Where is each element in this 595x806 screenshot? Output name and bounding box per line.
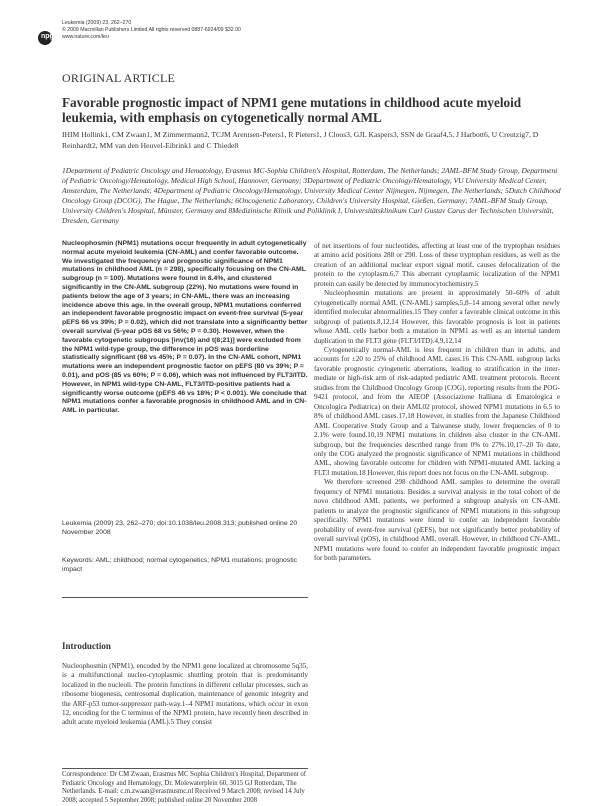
abstract-divider [62,597,308,598]
body-paragraph: Nucleophosmin mutations are present in approximately 50–60% of adult cytogenetically normal AML (CN-AML) samples,5,8–14 among several other newly identified molecular abnormalities.15 They confer a favorable clinical outcome in this subgroup of patients.8,12,14 However, this favorable prognosis is lost in patients whose AML cells harbor both a mutation in NPM1 as well as an internal tandem duplication in the FLT3 gene (FLT3/ITD).4,9,12,14 [314,289,560,345]
correspondence-footnote: Correspondence: Dr CM Zwaan, Erasmus MC Sophia Children's Hospital, Department of Pediatric Oncology and Hematology, Dr. Molewaterplein 60, 3015 GJ Rotterdam, The Netherlands. E-mail: c.m.zwaan@erasmusmc.nl Received 9 March 2008; revised 14 July 2008; accepted 5 September 2008; published online 20 November 2008 [62,771,306,805]
body-paragraph: of net insertions of four nucleotides, affecting at least one of the tryptophan residues at amino acid positions 288 or 290. Loss of these tryptophan residues, as well as the creation of an additional nuclear export signal motif, causes delocalization of the protein to the cytoplasm.6,7 This aberrant cytoplasmic localization of the NPM1 protein can easily be detected by immunocytochemistry.5 [314,242,560,288]
right-column-body [314,242,560,563]
keywords: Keywords: AML; childhood; normal cytogenetics; NPM1 mutations; prognostic impact [62,557,298,573]
publisher-logo: npg [38,31,52,45]
abstract: Nucleophosmin (NPM1) mutations occur frequently in adult cytogenetically normal acute myeloid leukemia (CN-AML) and confer favorable outcome. We investigated the frequency and prognostic significance of NPM1 mutations in childhood AML (n = 298), specifically focusing on the CN-AML subgroup (n = 100). Mutations were found in 8.4%, and clustered significantly in the CN-AML subgroup (22%). No mutations were found in patients below the age of 3 years; in CN-AML, there was an increasing incidence above this age. In the overall group, NPM1 mutations conferred an independent favorable prognostic impact on event-free survival (5-year pEFS 66 vs 39%; P = 0.02), which did not translate into a significantly better overall survival (5-year pOS 68 vs 56%; P = 0.30). However, when the favorable cytogenetic subgroups [inv(16) and t(8;21)] were excluded from the NPM1 wild-type group, the difference in pOS was borderline statistically significant (68 vs 45%; P = 0.07). In the CN-AML cohort, NPM1 mutations were an independent prognostic factor on pEFS (80 vs 39%; P = 0.01), and pOS (85 vs 60%; P = 0.06), which was not influenced by FLT3/ITD. However, in NPM1 wild-type CN-AML, FLT3/ITD-positive patients had a significantly worse outcome (pEFS 46 vs 18%; P < 0.001). We conclude that NPM1 mutations confer a favorable prognosis in childhood AML and in CN-AML in particular. [62,240,308,415]
copyright-line: © 2009 Macmillan Publishers Limited All rights reserved 0887-6924/09 $32.00 [62,27,241,33]
journal-header [62,20,542,41]
intro-paragraph: Nucleophosmin (NPM1), encoded by the NPM1 gene localized at chromosome 5q35, is a multifunctional nucleo-cytoplasmic shuttling protein that is predominantly localized in the nucleoli. The protein functions in different cellular processes, such as ribosome biogenesis, centrosomal duplication, maintenance of genomic integrity and the ARF-p53 tumor-suppressor path-way.1–4 NPM1 mutations, which occur in exon 12, encoding for the C terminus of the NPM1 protein, have recently been described in adult acute myeloid leukemia (AML).5 They consist [62,662,308,727]
author-list: IHIM Hollink1, CM Zwaan1, M Zimmermann2, TCJM Arentsen-Peters1, R Pieters1, J Cloos3, GJL Kaspers3, SSN de Graaf4,5, J Harbott6, U Creutzig7, D Reinhardt2, MM van den Heuvel-Eibrink1 and C Thiede8 [62,130,539,150]
abstract-citation: Leukemia (2009) 23, 262–270; doi:10.1038/leu.2008.313; published online 20 November 2008 [62,520,298,536]
journal-url[interactable]: www.nature.com/leu [62,34,109,40]
body-paragraph: We therefore screened 298 childhood AML samples to determine the overall frequency of NPM1 mutations. Besides a survival analysis in the total cohort of de novo childhood AML patients, we performed a subgroup analysis on CN-AML patients to analyze the prognostic significance of NPM1 mutations in this subgroup specifically. NPM1 mutations were found to confer an independent favorable probability of event-free survival (pEFS), but not significantly better probability of overall survival (pOS), in childhood AML overall. However, in childhood CN-AML, NPM1 mutations were found to confer an independent favorable prognostic impact for both parameters. [314,478,560,562]
intro-heading: Introduction [62,641,111,651]
journal-citation: Leukemia (2009) 23, 262–270 [62,20,132,26]
article-title: Favorable prognostic impact of NPM1 gene mutations in childhood acute myeloid leukemia, with emphasis on cytogenetically normal AML [62,95,522,125]
body-paragraph: Cytogenetically normal-AML is less frequent in children than in adults, and accounts for ±20 to 25% of childhood AML cases.16 This CN-AML subgroup lacks favorable prognostic cytogenetic aberrations, leading to stratification in the inter-mediate or high-risk arm of risk-adapted pediatric AML treatment protocols. Recent studies from the Childhood Oncology Group (COG), reporting results from the POG-9421 protocol, and from the AIEOP (Associazione Italliana di Ematologica e Oncologica Pediatrica) on their AML02 protocol, showed NPM1 mutations in 6.5 to 8% of childhood AML cases.17,18 However, in studies from the Japanese Childhood AML Cooperative Study Group and a Taiwanese study, lower frequencies of 0 to 2.1% were found.10,19 NPM1 mutations in children also cluster in the CN-AML subgroup, but the frequencies described range from 0% to 27%.10,17–20 To date, only the COG analyzed the prognostic significance of NPM1 mutations in childhood AML, showing favorable outcome for children with NPM1-mutated AML lacking a FLT3 mutation.18 However, this report does not focus on the CN-AML subgroup. [314,345,560,477]
affiliations: 1Department of Pediatric Oncology and Hematology, Erasmus MC-Sophia Children's Hospital, Rotterdam, The Netherlands; 2AML-BFM Study Group, Department of Pediatric Oncology/Hematology, Medical High School, Hannover, Germany; 3Department of Pediatric Oncology/Hematology, VU University Medical Center, Amsterdam, The Netherlands; 4Department of Pediatric Oncology/Hematology, University Medical Center Nijmegen, Nijmegen, The Netherlands; 5Dutch Childhood Oncology Group (DCOG), The Hague, The Netherlands; 6Oncogenetic Laboratory, Children's University Hospital, Gießen, Germany; 7AML-BFM Study Group, University Children's Hospital, Münster, Germany and 8Medizinische Klinik und Poliklinik I, Universitätsklinikum Carl Gustav Carus der Technischen Universität, Dresden, Germany [62,166,561,225]
footnote-divider [62,768,308,769]
section-label: ORIGINAL ARTICLE [62,71,176,85]
